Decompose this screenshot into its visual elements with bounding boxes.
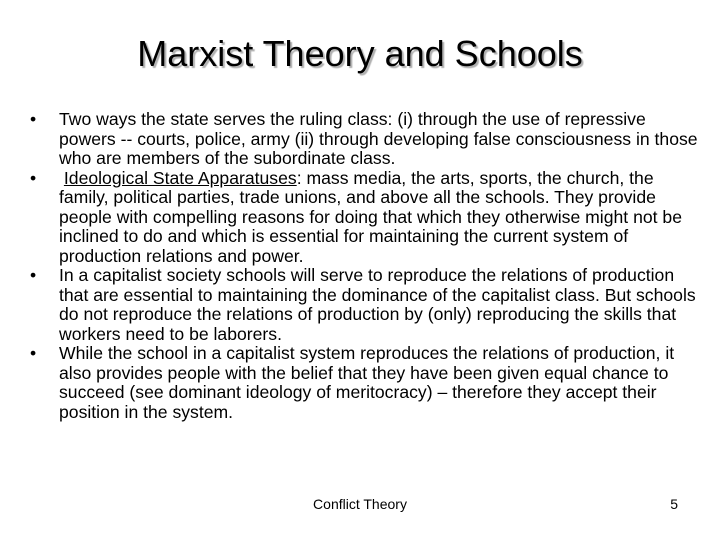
slide-title: Marxist Theory and Schools — [137, 33, 583, 74]
bullet-point-icon: • — [30, 167, 37, 188]
bullet-point-icon: • — [30, 109, 37, 129]
bullet-item — [30, 266, 698, 344]
bullet-point-icon: • — [30, 343, 37, 363]
bullet-text: While the school in a capitalist system reproduces the relations of production, it also provides people with the belief that they have been given equal chance to succeed (see dominant ideology of meritocracy) – therefore they accept their position in the system. — [59, 343, 675, 422]
bullet-list — [30, 110, 698, 422]
bullet-item — [30, 344, 698, 422]
bullet-item — [30, 169, 698, 267]
bullet-underlined-term: Ideological State Apparatuses — [63, 167, 297, 188]
bullet-item — [30, 110, 698, 169]
footer-label: Conflict Theory — [313, 496, 407, 512]
bullet-text: Two ways the state serves the ruling class: (i) through the use of repressive powers -- courts, police, army (ii) through developing false consciousness in those who are members of the subordinate class. — [59, 109, 698, 168]
page-number: 5 — [670, 496, 678, 512]
bullet-text: : mass media, the arts, sports, the church, the family, political parties, trade unions, and above all the schools. They provide people with compelling reasons for doing that which they otherwise might not be inclined to do and which is essential for maintaining the current system of production relations and power. — [59, 167, 682, 266]
bullet-point-icon: • — [30, 265, 37, 285]
bullet-text: In a capitalist society schools will serve to reproduce the relations of production that are essential to maintaining the dominance of the capitalist class. But schools do not reproduce the relations of production by (only) reproducing the skills that workers need to be laborers. — [59, 265, 696, 344]
